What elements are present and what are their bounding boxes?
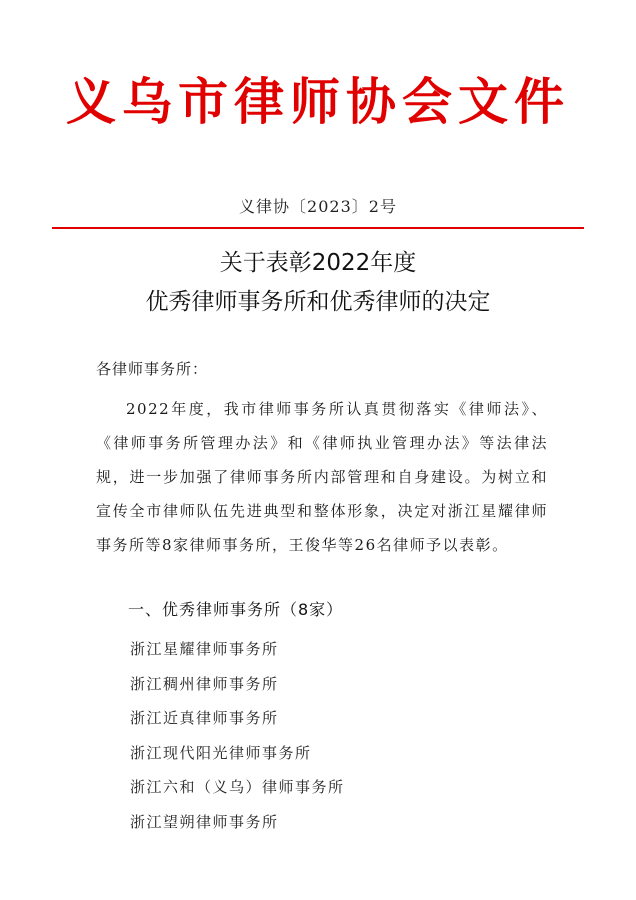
list-item: 浙江现代阳光律师事务所 (130, 743, 312, 762)
list-item: 浙江近真律师事务所 (130, 709, 279, 727)
salutation: 各律师事务所： (96, 360, 209, 378)
document-title-line-2: 优秀律师事务所和优秀律师的决定 (145, 289, 491, 315)
red-divider-line (52, 227, 584, 229)
document-title-line-1: 关于表彰2022年度 (219, 250, 417, 276)
list-item: 浙江星耀律师事务所 (130, 640, 279, 658)
firm-list (130, 632, 345, 839)
list-item: 浙江望朔律师事务所 (130, 812, 279, 831)
body-paragraph: 2022年度，我市律师事务所认真贯彻落实《律师法》、《律师事务所管理办法》和《律师执业管理办法》等法律法规，进一步加强了律师事务所内部管理和自身建设。为树立和宣传全市律师队伍先进典型和整体形象，决定对浙江星耀律师事务所等8家律师事务所，王俊华等26名律师予以表彰。 (96, 400, 548, 554)
document-number: 义律协〔2023〕2号 (239, 197, 397, 216)
list-item: 浙江稠州律师事务所 (130, 674, 279, 693)
section-heading-excellent-firms: 一、优秀律师事务所（8家） (128, 600, 344, 619)
list-item: 浙江六和（义乌）律师事务所 (130, 778, 345, 796)
org-header-title: 义乌市律师协会文件 (66, 73, 570, 131)
